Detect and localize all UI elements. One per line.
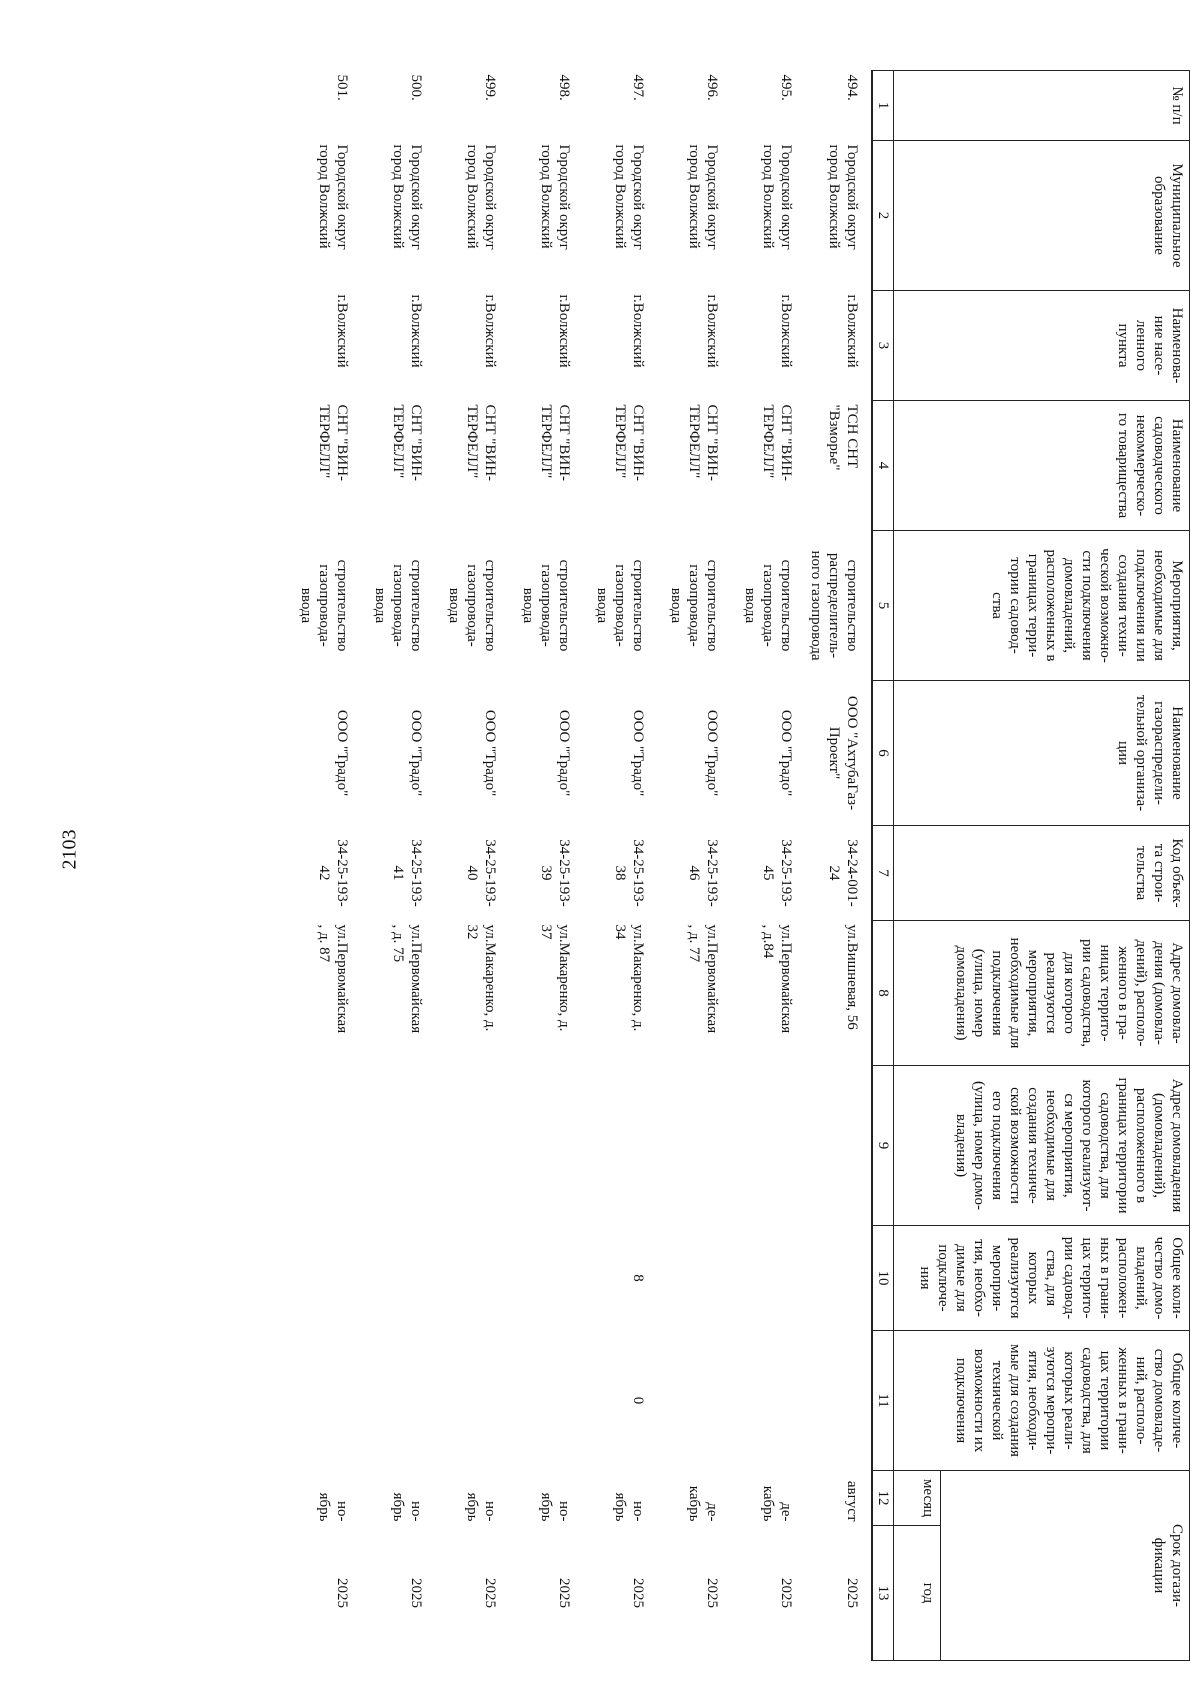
header-col-12-13: Срок догази- фикации	[941, 1471, 1190, 1661]
object-code-text: 34-25-193- 38	[612, 839, 646, 907]
header-col-10: Общее коли- чество домо- владений, расположен- ных в грани- цах террито- рии садовод- ства, для которых реализуются мероприя- тия, необхо- димые для подключе- ния	[894, 1226, 1190, 1331]
column-number: 1	[872, 71, 894, 141]
cell-count-technical	[428, 1331, 502, 1471]
settlement-text: г.Волжский	[408, 294, 424, 368]
cell-snt-name	[650, 401, 724, 531]
header-col-7: Код объек- та строи- тельства	[894, 826, 1190, 921]
address-connection-text: ул.Первомайская , д.84	[760, 924, 794, 1034]
cell-address-technical	[354, 1066, 428, 1226]
cell-municipality	[798, 141, 872, 291]
page-number-text: 2103	[58, 829, 81, 869]
table-row	[724, 71, 798, 1661]
snt-name-text: СНТ "ВИН- ТЕРФЕЛЛ"	[464, 404, 498, 482]
cell-row-number	[724, 71, 798, 141]
cell-address-technical	[576, 1066, 650, 1226]
cell-activity	[798, 531, 872, 681]
gas-organization-text: ООО "Традо"	[334, 709, 350, 797]
cell-count-technical	[650, 1331, 724, 1471]
cell-settlement	[502, 291, 576, 401]
activity-text: строительство газопровода- ввода	[594, 559, 646, 652]
row-number-text: 500.	[408, 74, 424, 101]
cell-count-connection	[724, 1226, 798, 1331]
cell-deadline-month	[354, 1471, 428, 1526]
deadline-year-text: 2025	[844, 1578, 860, 1608]
column-number-row	[872, 71, 894, 1661]
header-col-9: Адрес домовладения (домовладений), расположенного в границах территории садоводства, для которого реализуют- ся мероприятия, необходимые для создания техниче- ской возможности его подключения (улица, номер домо- владения)	[894, 1066, 1190, 1226]
snt-name-text: ТСН СНТ "Взморье"	[826, 404, 860, 471]
table-row	[576, 71, 650, 1661]
cell-object-code	[354, 826, 428, 921]
cell-deadline-month	[576, 1471, 650, 1526]
column-number: 10	[872, 1226, 894, 1331]
row-number-text: 494.	[844, 74, 860, 101]
cell-activity	[724, 531, 798, 681]
object-code-text: 34-25-193- 42	[316, 839, 350, 907]
count-connection-text: 8	[630, 1274, 646, 1282]
table-body	[280, 71, 872, 1661]
cell-address-technical	[428, 1066, 502, 1226]
cell-count-technical	[502, 1331, 576, 1471]
cell-activity	[576, 531, 650, 681]
deadline-month-text: но- ябрь	[316, 1492, 350, 1522]
municipality-text: Городской округ город Волжский	[390, 144, 424, 250]
address-connection-text: ул.Первомайская , д. 87	[316, 924, 350, 1034]
cell-object-code	[798, 826, 872, 921]
table-row	[650, 71, 724, 1661]
cell-gas-organization	[724, 681, 798, 826]
snt-name-text: СНТ "ВИН- ТЕРФЕЛЛ"	[390, 404, 424, 482]
cell-count-connection	[650, 1226, 724, 1331]
object-code-text: 34-24-001- 24	[826, 839, 860, 907]
column-number: 6	[872, 681, 894, 826]
object-code-text: 34-25-193- 46	[686, 839, 720, 907]
municipality-text: Городской округ город Волжский	[316, 144, 350, 250]
cell-snt-name	[724, 401, 798, 531]
snt-name-text: СНТ "ВИН- ТЕРФЕЛЛ"	[760, 404, 794, 482]
column-number: 4	[872, 401, 894, 531]
gas-organization-text: ООО "Традо"	[704, 709, 720, 797]
cell-activity	[354, 531, 428, 681]
address-connection-text: ул.Первомайская , д. 75	[390, 924, 424, 1034]
table-row	[280, 71, 354, 1661]
address-connection-text: ул.Вишневая, 56	[844, 924, 860, 1030]
cell-settlement	[280, 291, 354, 401]
deadline-year-text: 2025	[482, 1578, 498, 1608]
table-row	[502, 71, 576, 1661]
cell-gas-organization	[650, 681, 724, 826]
column-number: 3	[872, 291, 894, 401]
cell-object-code	[576, 826, 650, 921]
cell-count-technical	[576, 1331, 650, 1471]
cell-address-connection	[798, 921, 872, 1066]
cell-row-number	[428, 71, 502, 141]
municipality-text: Городской округ город Волжский	[826, 144, 860, 250]
snt-name-text: СНТ "ВИН- ТЕРФЕЛЛ"	[612, 404, 646, 482]
cell-deadline-year	[650, 1526, 724, 1661]
cell-municipality	[724, 141, 798, 291]
table-row	[354, 71, 428, 1661]
gas-organization-text: ООО "Традо"	[556, 709, 572, 797]
row-number-text: 497.	[630, 74, 646, 101]
cell-address-technical	[798, 1066, 872, 1226]
settlement-text: г.Волжский	[556, 294, 572, 368]
address-connection-text: ул.Макаренко, д. 32	[464, 924, 498, 1032]
municipality-text: Городской округ город Волжский	[538, 144, 572, 250]
gas-organization-text: ООО "Традо"	[482, 709, 498, 797]
page-number	[50, 829, 90, 869]
cell-object-code	[650, 826, 724, 921]
cell-count-connection	[798, 1226, 872, 1331]
count-technical-text: 0	[630, 1396, 646, 1405]
activity-text: строительство газопровода- ввода	[298, 559, 350, 652]
cell-address-connection	[354, 921, 428, 1066]
header-col-8: Адрес домовла- дения (домовла- дений), располо- женного в гра- ницах террито- рии садоводства, для которого реализуются мероприятия, необходимые для подключения (улица, номер домовладения)	[894, 921, 1190, 1066]
header-col-11: Общее количе- ство домовладе- ний, располо- женных в грани- цах территории садоводства, для которых реали- зуются меропри- ятия, необходи- мые для создания технической возможности их подключения	[894, 1331, 1190, 1471]
cell-count-technical	[724, 1331, 798, 1471]
snt-name-text: СНТ "ВИН- ТЕРФЕЛЛ"	[686, 404, 720, 482]
cell-row-number	[798, 71, 872, 141]
settlement-text: г.Волжский	[778, 294, 794, 368]
header-col-6: Наименование газораспредели- тельной организа- ции	[894, 681, 1190, 826]
cell-municipality	[280, 141, 354, 291]
cell-municipality	[428, 141, 502, 291]
table-header	[872, 71, 1190, 1661]
cell-object-code	[724, 826, 798, 921]
cell-gas-organization	[428, 681, 502, 826]
cell-address-connection	[280, 921, 354, 1066]
cell-gas-organization	[354, 681, 428, 826]
deadline-month-text: но- ябрь	[538, 1492, 572, 1522]
rotated-table-container	[150, 70, 1190, 1660]
cell-count-technical	[798, 1331, 872, 1471]
cell-deadline-year	[724, 1526, 798, 1661]
cell-address-connection	[502, 921, 576, 1066]
cell-gas-organization	[502, 681, 576, 826]
activity-text: строительство газопровода- ввода	[742, 559, 794, 652]
deadline-year-text: 2025	[556, 1578, 572, 1608]
deadline-year-text: 2025	[408, 1578, 424, 1608]
settlement-text: г.Волжский	[630, 294, 646, 368]
cell-settlement	[576, 291, 650, 401]
column-number: 7	[872, 826, 894, 921]
deadline-month-text: де- кабрь	[760, 1485, 794, 1522]
cell-deadline-year	[576, 1526, 650, 1661]
column-number: 12	[872, 1471, 894, 1526]
cell-count-connection	[502, 1226, 576, 1331]
activity-text: строительство газопровода- ввода	[446, 559, 498, 652]
cell-municipality	[650, 141, 724, 291]
cell-settlement	[724, 291, 798, 401]
cell-deadline-year	[354, 1526, 428, 1661]
cell-object-code	[280, 826, 354, 921]
header-col-4: Наименование садоводческого некоммерческо- го товарищества	[894, 401, 1190, 531]
cell-count-connection	[280, 1226, 354, 1331]
cell-count-connection	[354, 1226, 428, 1331]
activity-text: строительство газопровода- ввода	[372, 559, 424, 652]
cell-gas-organization	[280, 681, 354, 826]
cell-deadline-month	[428, 1471, 502, 1526]
deadline-year-text: 2025	[630, 1578, 646, 1608]
cell-activity	[428, 531, 502, 681]
cell-deadline-month	[724, 1471, 798, 1526]
gas-organization-text: ООО "АхтубаГаз- Проект"	[826, 695, 860, 811]
column-number: 13	[872, 1526, 894, 1661]
row-number-text: 501.	[334, 74, 350, 101]
object-code-text: 34-25-193- 41	[390, 839, 424, 907]
snt-name-text: СНТ "ВИН- ТЕРФЕЛЛ"	[316, 404, 350, 482]
header-col-1: № п/п	[894, 71, 1190, 141]
activity-text: строительство газопровода- ввода	[520, 559, 572, 652]
cell-count-technical	[354, 1331, 428, 1471]
object-code-text: 34-25-193- 40	[464, 839, 498, 907]
cell-deadline-month	[798, 1471, 872, 1526]
cell-count-connection	[576, 1226, 650, 1331]
cell-row-number	[650, 71, 724, 141]
address-connection-text: ул.Макаренко, д. 34	[612, 924, 646, 1032]
table-row	[428, 71, 502, 1661]
cell-gas-organization	[798, 681, 872, 826]
header-col-5: Мероприятия, необходимые для подключения или создания техни- ческой возможно- сти подключения домовладений, расположенных в границах терри- тории садовод- ства	[894, 531, 1190, 681]
row-number-text: 496.	[704, 74, 720, 101]
deadline-month-text: но- ябрь	[390, 1492, 424, 1522]
municipality-text: Городской округ город Волжский	[464, 144, 498, 250]
object-code-text: 34-25-193- 45	[760, 839, 794, 907]
cell-address-connection	[428, 921, 502, 1066]
cell-row-number	[280, 71, 354, 141]
row-number-text: 495.	[778, 74, 794, 101]
cell-municipality	[502, 141, 576, 291]
settlement-text: г.Волжский	[844, 294, 860, 368]
cell-object-code	[428, 826, 502, 921]
header-col-12: месяц	[894, 1471, 941, 1526]
cell-gas-organization	[576, 681, 650, 826]
cell-activity	[280, 531, 354, 681]
cell-address-technical	[280, 1066, 354, 1226]
cell-snt-name	[280, 401, 354, 531]
cell-activity	[650, 531, 724, 681]
cell-address-technical	[502, 1066, 576, 1226]
row-number-text: 498.	[556, 74, 572, 101]
cell-address-connection	[576, 921, 650, 1066]
activity-text: строительство распределитель- ного газопровода	[808, 550, 860, 661]
object-code-text: 34-25-193- 39	[538, 839, 572, 907]
cell-deadline-month	[650, 1471, 724, 1526]
municipality-text: Городской округ город Волжский	[612, 144, 646, 250]
gas-organization-text: ООО "Традо"	[408, 709, 424, 797]
deadline-year-text: 2025	[704, 1578, 720, 1608]
cell-snt-name	[428, 401, 502, 531]
cell-deadline-year	[428, 1526, 502, 1661]
cell-row-number	[354, 71, 428, 141]
deadline-month-text: но- ябрь	[464, 1492, 498, 1522]
gasification-table	[280, 70, 1190, 1661]
deadline-year-text: 2025	[334, 1578, 350, 1608]
header-col-13: год	[894, 1526, 941, 1661]
deadline-month-text: август	[844, 1480, 860, 1522]
gas-organization-text: ООО "Традо"	[630, 709, 646, 797]
cell-deadline-year	[502, 1526, 576, 1661]
cell-municipality	[576, 141, 650, 291]
municipality-text: Городской округ город Волжский	[686, 144, 720, 250]
cell-object-code	[502, 826, 576, 921]
column-number: 5	[872, 531, 894, 681]
activity-text: строительство газопровода- ввода	[668, 559, 720, 652]
cell-settlement	[650, 291, 724, 401]
cell-deadline-year	[280, 1526, 354, 1661]
cell-activity	[502, 531, 576, 681]
cell-settlement	[354, 291, 428, 401]
cell-snt-name	[502, 401, 576, 531]
header-col-3: Наименова- ние насе- ленного пункта	[894, 291, 1190, 401]
cell-count-technical	[280, 1331, 354, 1471]
cell-address-connection	[724, 921, 798, 1066]
cell-deadline-year	[798, 1526, 872, 1661]
snt-name-text: СНТ "ВИН- ТЕРФЕЛЛ"	[538, 404, 572, 482]
address-connection-text: ул.Первомайская , д. 77	[686, 924, 720, 1034]
settlement-text: г.Волжский	[482, 294, 498, 368]
municipality-text: Городской округ город Волжский	[760, 144, 794, 250]
column-number: 8	[872, 921, 894, 1066]
settlement-text: г.Волжский	[704, 294, 720, 368]
cell-address-connection	[650, 921, 724, 1066]
row-number-text: 499.	[482, 74, 498, 101]
deadline-year-text: 2025	[778, 1578, 794, 1608]
table-row	[798, 71, 872, 1661]
cell-settlement	[428, 291, 502, 401]
cell-row-number	[502, 71, 576, 141]
column-number: 2	[872, 141, 894, 291]
address-connection-text: ул.Макаренко, д. 37	[538, 924, 572, 1032]
cell-address-technical	[650, 1066, 724, 1226]
deadline-month-text: де- кабрь	[686, 1485, 720, 1522]
cell-snt-name	[354, 401, 428, 531]
header-col-2: Муниципальное образование	[894, 141, 1190, 291]
column-number: 9	[872, 1066, 894, 1226]
cell-deadline-month	[502, 1471, 576, 1526]
cell-deadline-month	[280, 1471, 354, 1526]
header-row	[941, 71, 1190, 1661]
cell-row-number	[576, 71, 650, 141]
column-number: 11	[872, 1331, 894, 1471]
cell-count-connection	[428, 1226, 502, 1331]
cell-municipality	[354, 141, 428, 291]
cell-snt-name	[576, 401, 650, 531]
deadline-month-text: но- ябрь	[612, 1492, 646, 1522]
cell-address-technical	[724, 1066, 798, 1226]
settlement-text: г.Волжский	[334, 294, 350, 368]
cell-snt-name	[798, 401, 872, 531]
cell-settlement	[798, 291, 872, 401]
gas-organization-text: ООО "Традо"	[778, 709, 794, 797]
